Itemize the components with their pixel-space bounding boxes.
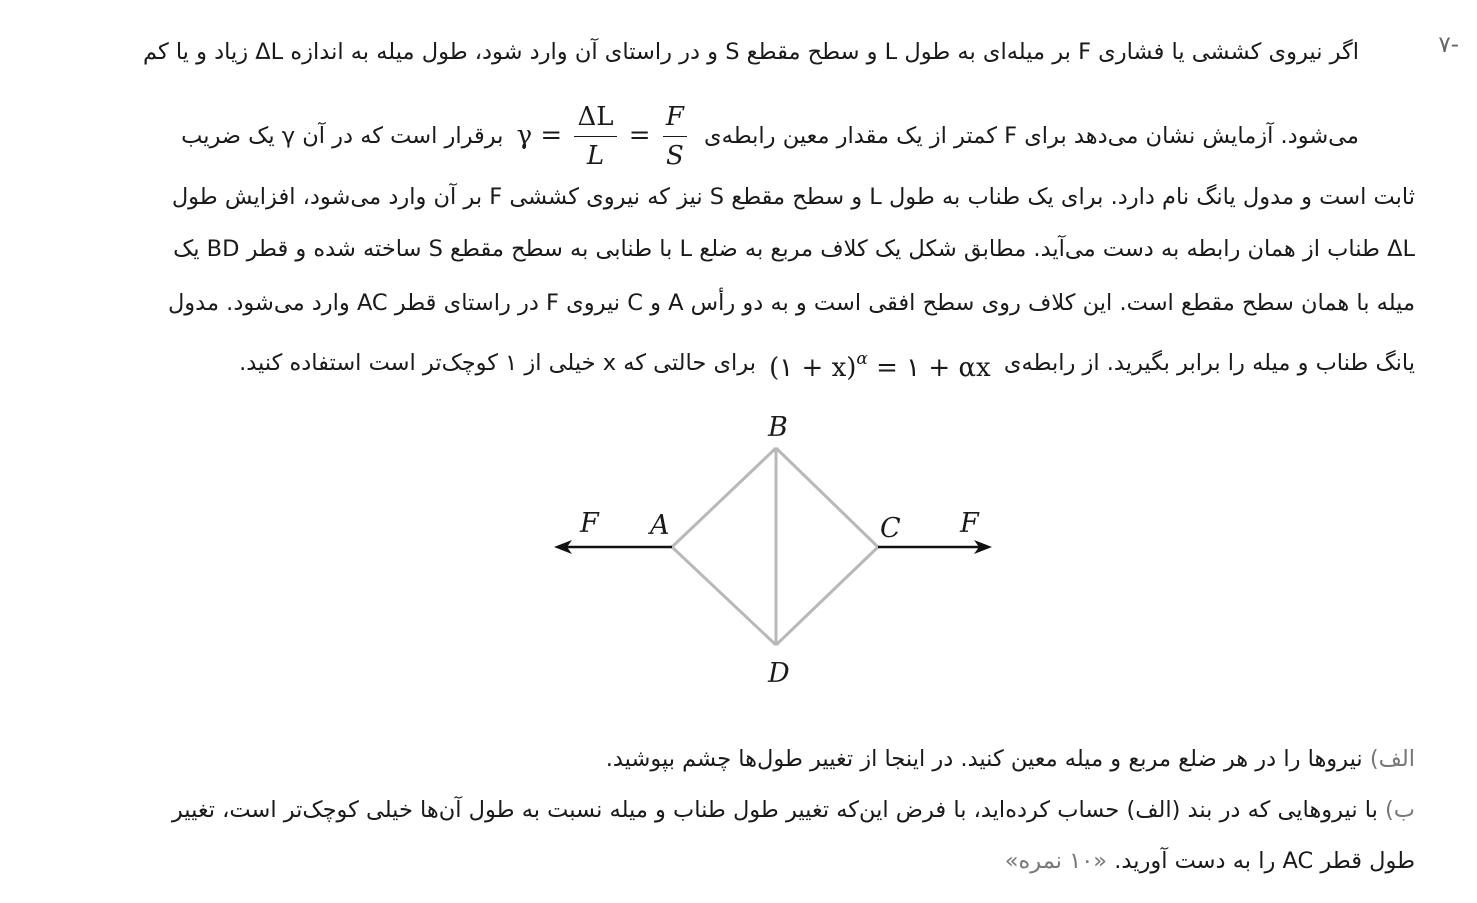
young-modulus-formula xyxy=(511,100,697,173)
label-f-left: F xyxy=(580,508,599,539)
binomial-lhs: (۱ + x) xyxy=(769,353,857,383)
side-bc xyxy=(776,448,878,547)
label-a: A xyxy=(650,510,670,541)
question-b-text-1: با نیروهایی که در بند (الف) حساب کرده‌اید، با فرض این‌که تغییر طول طناب و میله نسبت به طول آن‌ها خیلی کوچک‌تر است، تغییر xyxy=(171,797,1378,823)
question-b-line-2 xyxy=(1005,834,1415,888)
problem-line-6-post: برای حالتی که x خیلی از ۱ کوچک‌تر است استفاده کنید. xyxy=(239,350,756,376)
fraction-denominator-2: S xyxy=(665,141,684,171)
problem-line-3 xyxy=(172,170,1415,224)
label-b: B xyxy=(768,412,788,443)
problem-line-2 xyxy=(181,100,1359,171)
square-frame-diagram xyxy=(540,400,1010,700)
question-a-label: الف) xyxy=(1369,746,1415,772)
binomial-approx-formula xyxy=(763,332,997,395)
question-a xyxy=(606,732,1415,786)
problem-line-5 xyxy=(168,276,1415,330)
question-b-label: ب) xyxy=(1385,797,1415,823)
side-cd xyxy=(776,547,878,645)
problem-line-2-pre: می‌شود. آزمایش نشان می‌دهد برای F کمتر از یک مقدار معین رابطه‌ی xyxy=(704,123,1359,149)
problem-line-4 xyxy=(173,222,1415,276)
question-b-line-1 xyxy=(172,783,1415,837)
fraction-f-over-s xyxy=(663,100,687,173)
question-a-text: نیروها را در هر ضلع مربع و میله معین کنید. در اینجا از تغییر طول‌ها چشم بپوشید. xyxy=(605,746,1363,772)
problem-line-4-text: ΔL طناب از همان رابطه به دست می‌آید. مطابق شکل یک کلاف مربع به ضلع L با طنابی به سطح مقطع S ساخته شده و قطر BD یک xyxy=(173,236,1415,262)
label-d: D xyxy=(768,658,790,689)
formula-equals: = xyxy=(628,120,651,151)
formula-gamma: γ = xyxy=(516,120,563,151)
problem-line-1-text: اگر نیروی کششی یا فشاری F بر میله‌ای به طول L و سطح مقطع S و در راستای آن وارد شود، طول میله به اندازه ΔL زیاد و یا کم xyxy=(142,39,1359,65)
problem-line-1 xyxy=(143,25,1359,79)
label-f-right: F xyxy=(960,508,979,539)
fraction-delta-l-over-l xyxy=(574,100,616,173)
question-b-text-2: طول قطر AC را به دست آورید. xyxy=(1114,848,1415,874)
side-da xyxy=(672,547,776,645)
label-c: C xyxy=(880,513,901,544)
score-label: «۱۰ نمره» xyxy=(1004,848,1108,874)
problem-line-5-text: میله با همان سطح مقطع است. این کلاف روی سطح افقی است و به دو رأس A و C نیروی F در راستای قطر AC وارد می‌شود. مدول xyxy=(167,290,1415,316)
fraction-denominator-1: L xyxy=(586,141,605,171)
problem-line-2-post: برقرار است که در آن γ یک ضریب xyxy=(181,123,504,149)
problem-line-6 xyxy=(239,332,1415,386)
side-ab xyxy=(672,448,776,547)
binomial-exponent: α xyxy=(856,349,868,369)
problem-line-6-pre: یانگ طناب و میله را برابر بگیرید. از رابطه‌ی xyxy=(1003,350,1415,376)
problem-line-3-text: ثابت است و مدول یانگ نام دارد. برای یک طناب به طول L و سطح مقطع S نیز که نیروی کششی F بر آن وارد می‌شود، افزایش طول xyxy=(171,184,1415,210)
binomial-rhs: = ۱ + αx xyxy=(876,353,991,383)
problem-number: -۷ xyxy=(1438,32,1459,58)
fraction-numerator-1: ΔL xyxy=(574,100,616,137)
fraction-numerator-2: F xyxy=(663,100,687,137)
